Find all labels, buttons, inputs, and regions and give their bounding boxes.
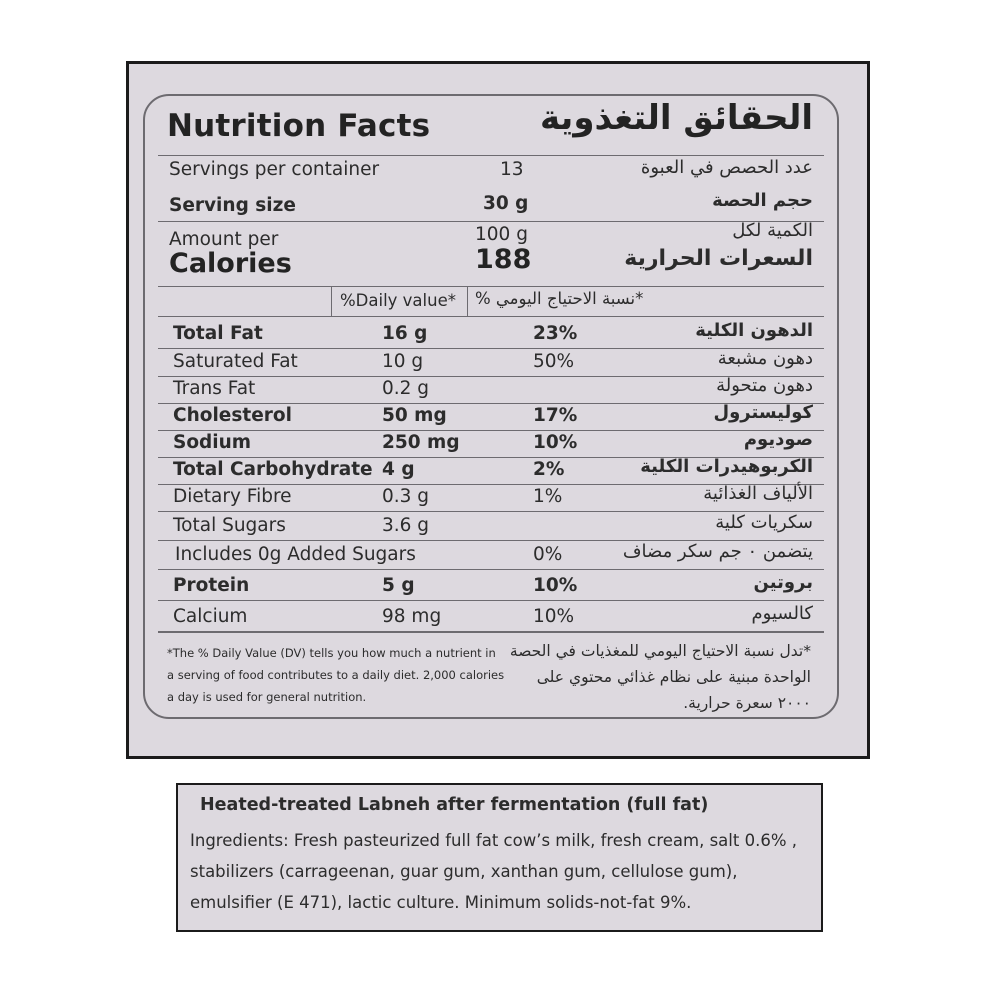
amount-per-value: 100 g bbox=[475, 224, 528, 245]
nutrient-name: Cholesterol bbox=[173, 405, 292, 426]
nutrient-amount: 98 mg bbox=[382, 606, 442, 627]
ingredients-panel bbox=[176, 783, 823, 932]
nutrient-name-arabic: يتضمن ٠ جم سكر مضاف bbox=[622, 541, 813, 562]
serving-size-value: 30 g bbox=[483, 193, 529, 214]
nutrient-name-arabic: صوديوم bbox=[743, 429, 813, 450]
calories-label: Calories bbox=[169, 248, 292, 279]
nutrient-name: Total Carbohydrate bbox=[173, 459, 373, 480]
nutrient-daily-value: 10% bbox=[533, 432, 578, 453]
nutrient-name-arabic: الدهون الكلية bbox=[695, 320, 813, 341]
title-arabic: الحقائق التغذوية bbox=[539, 98, 813, 138]
divider bbox=[158, 286, 824, 287]
row-divider bbox=[158, 631, 824, 633]
nutrient-name-arabic: الكربوهيدرات الكلية bbox=[640, 456, 813, 477]
daily-value-header: %Daily value* bbox=[340, 291, 456, 310]
footnote-english: *The % Daily Value (DV) tells you how much a nutrient in a serving of food contributes to a daily diet. 2,000 calories a day is used for general nutrition. bbox=[167, 646, 505, 704]
nutrient-name-arabic: بروتين bbox=[753, 572, 813, 593]
nutrient-amount: 4 g bbox=[382, 459, 415, 480]
nutrient-amount: 250 mg bbox=[382, 432, 460, 453]
servings-value: 13 bbox=[500, 159, 524, 180]
nutrient-name: Calcium bbox=[173, 606, 248, 627]
amount-per-label: Amount per bbox=[169, 229, 279, 250]
nutrient-amount: 0.2 g bbox=[382, 378, 430, 399]
nutrient-daily-value: 17% bbox=[533, 405, 578, 426]
amount-per-label-arabic: الكمية لكل bbox=[732, 220, 813, 241]
row-divider bbox=[158, 600, 824, 601]
calories-label-arabic: السعرات الحرارية bbox=[624, 246, 813, 271]
column-divider bbox=[331, 286, 332, 316]
serving-size-label: Serving size bbox=[169, 195, 296, 216]
servings-label-arabic: عدد الحصص في العبوة bbox=[640, 157, 813, 178]
title-english: Nutrition Facts bbox=[167, 108, 431, 144]
divider bbox=[158, 221, 824, 222]
nutrient-name-arabic: الألياف الغذائية bbox=[703, 483, 813, 504]
nutrition-facts-box bbox=[143, 94, 839, 719]
nutrient-name: Sodium bbox=[173, 432, 252, 453]
nutrient-name-arabic: دهون متحولة bbox=[716, 375, 813, 396]
nutrient-name: Protein bbox=[173, 575, 250, 596]
daily-value-header-arabic: *نسبة الاحتياج اليومي % bbox=[475, 289, 644, 308]
nutrient-name: Total Fat bbox=[173, 323, 263, 344]
nutrition-label-panel bbox=[126, 61, 870, 759]
calories-value: 188 bbox=[475, 244, 532, 275]
divider bbox=[158, 316, 824, 317]
serving-size-label-arabic: حجم الحصة bbox=[712, 190, 813, 211]
nutrient-name: Trans Fat bbox=[173, 378, 256, 399]
nutrient-amount: 10 g bbox=[382, 351, 424, 372]
nutrient-daily-value: 2% bbox=[533, 459, 565, 480]
nutrient-amount: 3.6 g bbox=[382, 515, 430, 536]
nutrient-daily-value: 50% bbox=[533, 351, 575, 372]
nutrient-amount: 16 g bbox=[382, 323, 428, 344]
nutrient-amount: 5 g bbox=[382, 575, 415, 596]
row-divider bbox=[158, 569, 824, 570]
ingredients-text: Ingredients: Fresh pasteurized full fat cow’s milk, fresh cream, salt 0.6% , stabilizers (carrageenan, guar gum, xanthan gum, cellulose gum), emulsifier (E 471), lactic culture. Minimum solids-not-fat 9%. bbox=[190, 831, 797, 912]
divider bbox=[158, 155, 824, 156]
nutrient-daily-value: 0% bbox=[533, 544, 563, 565]
nutrient-name: Total Sugars bbox=[173, 515, 286, 536]
footnote-arabic: *تدل نسبة الاحتياج اليومي للمغذيات في الحصة الواحدة مبنية على نظام غذائي محتوي على ٢٠٠٠ سعرة حرارية. bbox=[509, 642, 811, 712]
nutrient-name: Dietary Fibre bbox=[173, 486, 292, 507]
nutrient-name: Includes 0g Added Sugars bbox=[175, 544, 416, 565]
nutrient-daily-value: 23% bbox=[533, 323, 578, 344]
nutrient-amount: 50 mg bbox=[382, 405, 447, 426]
nutrient-daily-value: 10% bbox=[533, 606, 575, 627]
nutrient-name-arabic: كالسيوم bbox=[751, 603, 813, 624]
nutrient-name-arabic: دهون مشبعة bbox=[717, 348, 813, 369]
column-divider bbox=[467, 286, 468, 316]
nutrient-name-arabic: كوليسترول bbox=[713, 402, 813, 423]
nutrient-daily-value: 1% bbox=[533, 486, 563, 507]
nutrient-name: Saturated Fat bbox=[173, 351, 298, 372]
servings-label: Servings per container bbox=[169, 159, 380, 180]
nutrient-name-arabic: سكريات كلية bbox=[715, 512, 813, 533]
nutrient-amount: 0.3 g bbox=[382, 486, 430, 507]
nutrient-daily-value: 10% bbox=[533, 575, 578, 596]
product-name: Heated-treated Labneh after fermentation (full fat) bbox=[200, 795, 709, 815]
row-divider bbox=[158, 430, 824, 431]
